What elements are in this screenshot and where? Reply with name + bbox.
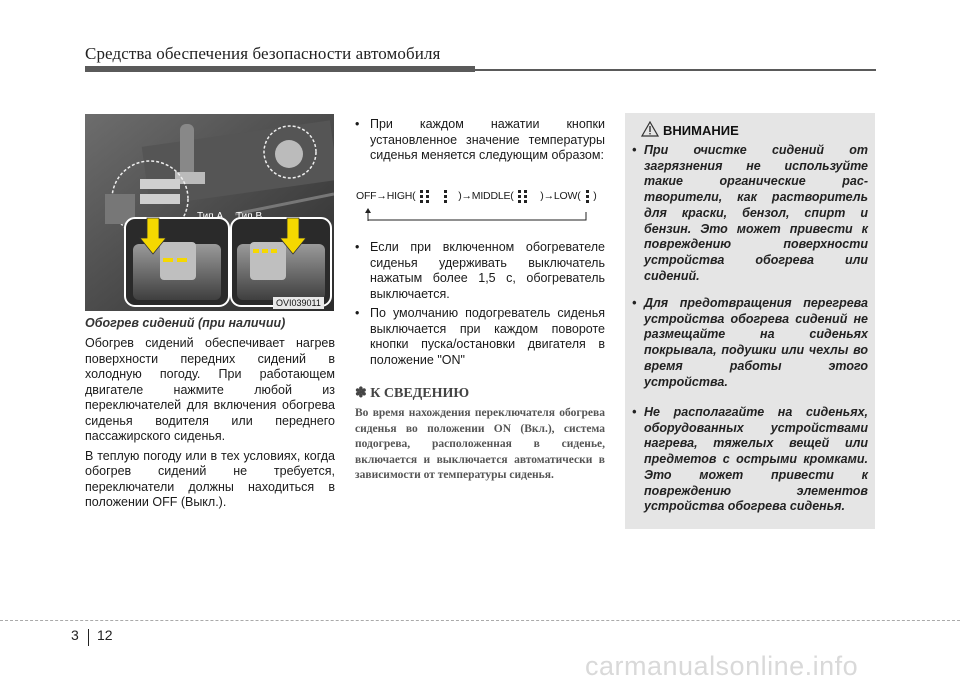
info-heading: ✽ К СВЕДЕНИЮ xyxy=(355,386,470,401)
caution-item xyxy=(632,296,868,390)
paragraph: В теплую погоду или в тех условиях, когда обогрев сидений не требуется, переключатели должны находиться в положении OFF (Выкл.). xyxy=(85,448,335,509)
list-item xyxy=(355,240,605,302)
seq-arrow: → xyxy=(376,189,387,202)
list-item-text: Если при включенном обогревателе сиденья удерживать выключатель нажатым более 1,5 с, обогреватель выключается. xyxy=(370,240,605,301)
bullet: • xyxy=(632,296,637,310)
seq-close: ) xyxy=(458,189,462,202)
page-number: 12 xyxy=(97,627,113,643)
list-item xyxy=(355,117,605,164)
caution-item-text: При очистке сидений от загрязнения не используйте такие органические рас- творители, как растворитель для краски, бензол, спирт и бензин. Это может привести к повреждению поверхности устройства обогрева или сидений. xyxy=(644,143,868,283)
list-item-text: По умолчанию подогреватель сиденья выключается при каждом повороте кнопки пуска/остановки двигателя в положение "ON" xyxy=(370,306,605,367)
left-body-text xyxy=(85,336,335,515)
seat-heater-photo xyxy=(85,114,334,311)
chapter-number: 3 xyxy=(71,627,79,643)
type-b-label: Тип B xyxy=(236,211,263,222)
bullet: • xyxy=(355,117,360,131)
caution-item-text: Для предотвращения перегрева устройства обогрева сидений не размещайте на сиденьях покрывала, подушки или чехлы во время работы этого устройства. xyxy=(644,296,868,389)
caution-item xyxy=(632,405,868,515)
seq-high: HIGH( xyxy=(386,189,416,202)
bullet: • xyxy=(632,405,637,419)
paragraph: Обогрев сидений обеспечивает нагрев поверхности передних сидений в холодную погоду. При работающем двигателе нажмите любой из переключателей для включения обогрева сиденья водителя или переднего пассажирского сиденья. xyxy=(85,336,335,443)
figure-code: OVI039011 xyxy=(273,297,324,309)
page-number-separator xyxy=(88,629,89,646)
list-item-text: При каждом нажатии кнопки установленное значение температуры сиденья меняется следующим образом: xyxy=(370,117,605,162)
temperature-sequence xyxy=(356,188,606,222)
seq-close: ) xyxy=(540,189,544,202)
sequence-return-arrow xyxy=(356,202,606,222)
bullet: • xyxy=(632,143,637,157)
header-rule-thick xyxy=(85,66,475,72)
page-header-title: Средства обеспечения безопасности автомобиля xyxy=(85,44,441,63)
seq-off: OFF xyxy=(356,189,377,202)
header-rule-thin xyxy=(475,69,876,71)
seq-middle: MIDDLE( xyxy=(471,189,514,202)
seq-arrow: → xyxy=(543,189,554,202)
section-heading: Обогрев сидений (при наличии) xyxy=(85,316,286,330)
heat-level-middle-icon xyxy=(516,189,540,203)
heat-level-high-icon xyxy=(418,189,458,203)
bullet: • xyxy=(355,240,360,254)
caution-item xyxy=(632,143,868,284)
caution-item-text: Не располагайте на сиденьях, оборудованных устройствами нагрева, тяжелых вещей или предметов с острыми кромками. Это может привести к повреждению элементов устройства обогрева сиденья. xyxy=(644,405,868,514)
list-item xyxy=(355,306,605,368)
footer-dashed-rule xyxy=(0,620,960,621)
caution-title: ВНИМАНИЕ xyxy=(663,123,739,138)
heat-level-low-icon xyxy=(583,189,593,203)
type-a-label: Тип А xyxy=(197,211,224,222)
warning-triangle-icon xyxy=(641,121,659,137)
seq-close: ) xyxy=(593,189,597,202)
seq-low: LOW( xyxy=(553,189,581,202)
seq-arrow: → xyxy=(461,189,472,202)
watermark: carmanualsonline.info xyxy=(585,651,859,681)
bullet: • xyxy=(355,306,360,320)
info-text: Во время нахождения переключателя обогрева сиденья во положении ON (Вкл.), система подогрева, расположенная в сиденье, включается и выключается автоматически в зависимости от температуры сиденья. xyxy=(355,407,605,481)
